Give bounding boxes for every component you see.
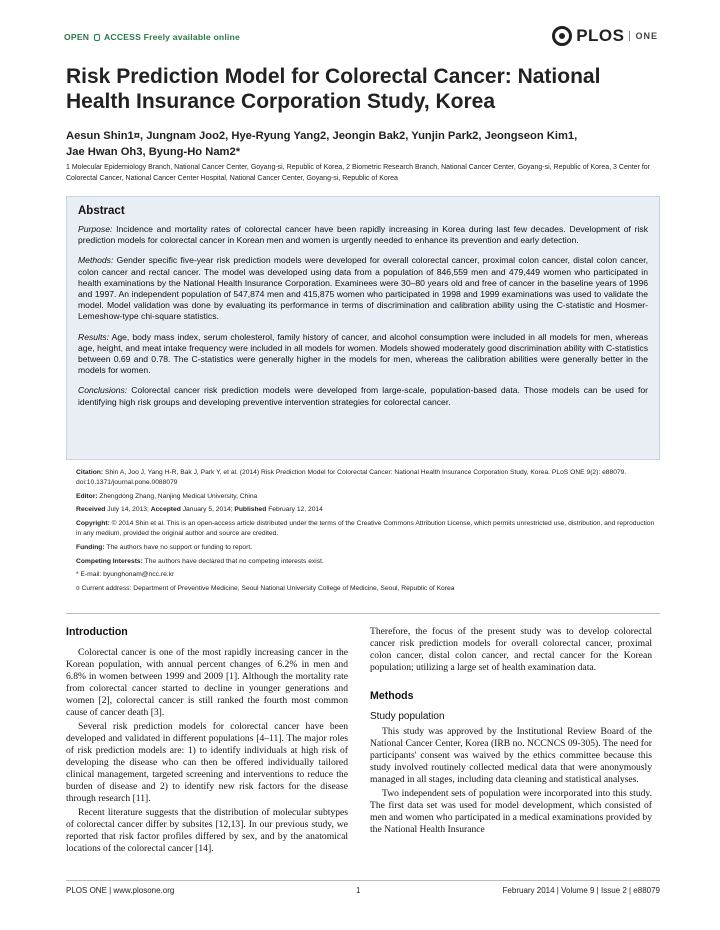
left-column — [66, 626, 348, 857]
current-address: ¤ Current address: Department of Preventive Medicine, Seoul National University College of Medicine, Seoul, Republic of Korea — [76, 585, 455, 593]
intro-paragraph-1: Colorectal cancer is one of the most rapidly increasing cancer in the Korean population, with annual percent changes of 6.2% in men and 6.8% in women between 1999 and 2009 [1]. Although the mortality rate from colorectal cancer started to decline in younger generations and women [2], colorectal cancer is still ranked the fourth most common cause of cancer death [3]. — [66, 647, 348, 718]
results-label: Results: — [78, 331, 110, 342]
freely-available-label: Freely available online — [143, 32, 240, 42]
open-label: OPEN — [64, 32, 90, 42]
abstract-results — [78, 332, 648, 377]
citation-text: Shin A, Joo J, Yang H-R, Bak J, Park Y, et al. (2014) Risk Prediction Model for Colorectal Cancer: National Health Insurance Corporation Study, Korea. PLoS ONE 9(2): e88079. doi:10.1371/journal.pone.0088079 — [76, 469, 627, 486]
methods-label: Methods: — [78, 255, 114, 266]
footer-issue: February 2014 | Volume 9 | Issue 2 | e88079 — [502, 886, 660, 895]
intro-paragraph-4: Therefore, the focus of the present study was to develop colorectal cancer risk prediction models for overall colorectal cancer, proximal colon cancer, distal colon cancer, and rectal cancer for the Korean population; utilizing a large set of health examination data. — [370, 626, 652, 673]
methods-text: Gender specific five-year risk prediction models were developed for overall colorectal cancer, proximal colon cancer, distal colon cancer, colon cancer and rectal cancer. The model was developed using data from a population of 846,559 men and 479,449 women who participated in health examinations by the National Health Insurance Corporation. Examinees were 30–80 years old and free of cancer in the baseline years of 1996 and 1997. An independent population of 547,874 men and 415,875 women who participated in 1998 and 1999 examinations was used to validate the model. Model validation was done by evaluating its performance in terms of discrimination and calibration ability using the C-statistic and Hosmer-Lemeshow-type chi-square statistics. — [78, 255, 648, 322]
abstract-heading: Abstract — [78, 205, 125, 217]
logo-one-text: ONE — [629, 31, 658, 41]
page-number: 1 — [356, 886, 361, 895]
copyright — [76, 519, 656, 539]
footer-divider — [66, 880, 660, 881]
published-date: February 12, 2014 — [268, 506, 323, 514]
editor — [76, 492, 656, 502]
plos-logo-icon — [552, 26, 572, 46]
editor-label: Editor: — [76, 492, 98, 500]
intro-paragraph-2: Several risk prediction models for colorectal cancer have been developed and validated in different populations [4–11]. The major roles of risk prediction models are: 1) to identify individuals at high risk of developing the disease who can then be offered individually tailored clinical management, targeted screening and interventions to reduce the burden of disease and 2) to identify new risk factors for the disease through research [11]. — [66, 721, 348, 804]
abstract-methods — [78, 255, 648, 322]
purpose-label: Purpose: — [78, 224, 113, 234]
right-column — [370, 626, 652, 838]
conclusions-label: Conclusions: — [78, 385, 128, 396]
accepted-label: Accepted — [150, 506, 181, 514]
results-text: Age, body mass index, serum cholesterol, family history of cancer, and alcohol consumption were included in all models for men, whereas age, height, and meat intake frequency were included in all models for women. Models showed moderately good discrimination ability with C-statistics between 0.69 and 0.78. The C-statistics were generally higher in the models for men, whereas the calibration abilities were generally better in the models for women. — [78, 331, 648, 376]
citation-label: Citation: — [76, 469, 104, 476]
plos-one-logo — [552, 26, 658, 46]
citation — [76, 468, 656, 488]
funding-text: The authors have no support or funding to report. — [106, 543, 253, 551]
open-access-banner — [64, 32, 240, 42]
dates — [76, 505, 656, 515]
editor-text: Zhengdong Zhang, Nanjing Medical University, China — [99, 492, 258, 500]
introduction-heading: Introduction — [66, 626, 128, 638]
affiliations: 1 Molecular Epidemiology Branch, National Cancer Center, Goyang-si, Republic of Korea, 2 Biometric Research Branch, National Cancer Center, Goyang-si, Republic of Korea, 3 Center for Colorectal Cancer, National Cancer Center Hospital, National Cancer Center, Goyang-si, Republic of Korea — [66, 164, 651, 182]
abstract-conclusions — [78, 385, 648, 407]
published-label: Published — [234, 506, 267, 514]
corresponding-email[interactable]: * E-mail: byunghonam@ncc.re.kr — [76, 571, 175, 579]
funding-label: Funding: — [76, 543, 105, 551]
section-divider — [66, 613, 660, 614]
study-paragraph-1: This study was approved by the Institutional Review Board of the National Cancer Center, Korea (IRB no. NCCNCS 09-305). The need for participants' consent was waived by the ethics committee because this study involved routinely collected medical data that were anonymously managed in all stages, including data cleaning and statistical analyses. — [370, 726, 652, 785]
article-title: Risk Prediction Model for Colorectal Cancer: National Health Insurance Corporation Study, Korea — [66, 65, 601, 113]
competing-text: The authors have declared that no competing interests exist. — [144, 557, 324, 565]
access-label: ACCESS — [104, 32, 142, 42]
copyright-text: © 2014 Shin et al. This is an open-access article distributed under the terms of the Creative Commons Attribution License, which permits unrestricted use, distribution, and reproduction in any medium, provided the original author and source are credited. — [76, 520, 655, 537]
article-metadata — [76, 468, 656, 598]
received-date: July 14, 2013; — [107, 506, 149, 514]
received-label: Received — [76, 506, 106, 514]
logo-plos-text: PLOS — [576, 26, 625, 45]
purpose-text: Incidence and mortality rates of colorectal cancer have been rapidly increasing in Korea during last few decades. Development of risk prediction models for colorectal cancer in Korean men and women is urgently needed to enhance its prevention and early detection. — [78, 224, 648, 246]
competing-label: Competing Interests: — [76, 557, 143, 565]
conclusions-text: Colorectal cancer risk prediction models were developed from large-scale, population-based data. Those models can be used for identifying high risk groups and developing preventive intervention strategies for colorectal cancer. — [78, 385, 648, 407]
author-list — [66, 128, 666, 160]
study-paragraph-2: Two independent sets of population were incorporated into this study. The first data set was used for model development, which consisted of men and women who participated in a medical examinations provided by the National Health Insurance — [370, 788, 652, 835]
spacer — [370, 676, 652, 690]
methods-heading: Methods — [370, 690, 414, 702]
footer-journal[interactable]: PLOS ONE | www.plosone.org — [66, 886, 175, 895]
study-population-heading: Study population — [370, 711, 445, 722]
authors-line-2: Jae Hwan Oh3, Byung-Ho Nam2* — [66, 146, 241, 158]
accepted-date: January 5, 2014; — [182, 506, 233, 514]
abstract-box — [66, 196, 660, 460]
copyright-label: Copyright: — [76, 520, 110, 528]
abstract-purpose — [78, 224, 648, 246]
lock-icon — [94, 34, 100, 41]
intro-paragraph-3: Recent literature suggests that the distribution of molecular subtypes of colorectal cancer differ by subsites [12,13]. In our previous study, we reported that risk factor profiles differed by sex, and by the anatomical locations of the colorectal cancer [14]. — [66, 807, 348, 854]
authors-line-1: Aesun Shin1¤, Jungnam Joo2, Hye-Ryung Yang2, Jeongin Bak2, Yunjin Park2, Jeongseon Kim1, — [66, 130, 578, 142]
funding — [76, 543, 656, 553]
competing-interests — [76, 557, 656, 567]
